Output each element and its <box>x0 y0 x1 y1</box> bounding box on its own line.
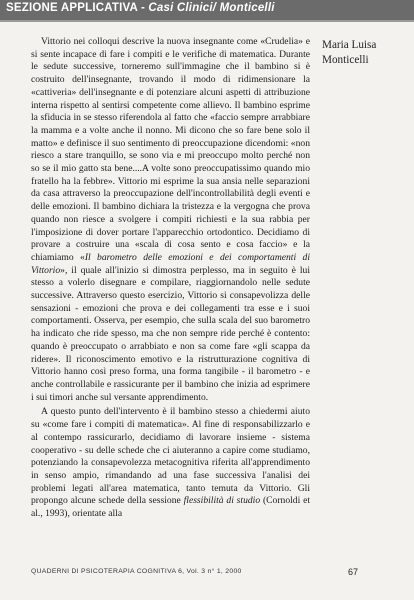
barometro-title: Il barometro delle emozioni e dei comportamenti di Vittorio <box>31 251 310 276</box>
paragraph-2 <box>31 406 310 520</box>
paragraph-2-text-end: (Cornoldi et al., 1993), orientate alla <box>31 495 310 520</box>
author-last-name: Monticelli <box>322 54 369 66</box>
page-number: 67 <box>348 567 359 577</box>
author-name <box>322 38 412 68</box>
paragraph-2-text-start: A questo punto dell'intervento è il bambino stesso a chiedermi aiuto su «come fare i compiti di matematica». Al fine di responsabilizzarlo e al contempo rassicurarlo, decidiamo di lavorare insieme - sistema cooperativo - su delle schede che ci aiuteranno a capire come studiamo, potenziando la consapevolezza metacognitiva riferita all'apprendimento in senso ampio, rimandando ad una fase successiva l'analisi dei problemi legati all'area matematica, tanto temuta da Vittorio. Gli propongo alcune schede della sessione <box>31 406 310 507</box>
journal-footer: QUADERNI DI PSICOTERAPIA COGNITIVA 6, Vol. 3 n° 1, 2000 <box>31 568 242 575</box>
author-first-name: Maria Luisa <box>322 39 377 51</box>
header-rule <box>0 20 414 22</box>
section-header-bar <box>0 0 414 20</box>
paragraph-1-text-end: », il quale all'inizio si dimostra perplesso, ma in seguito è lui stesso a volerlo disegnare e compilare, riaggiornandolo nelle sedute successive. Attraverso questo esercizio, Vittorio si consapevolizza delle sensazioni - emozioni che prova e dei collegamenti tra esse e i suoi comportamenti. Osserva, per esempio, che sulla scala del suo barometro ha indicato che ride spesso, ma che non sempre ride perché è contento: quando è preoccupato o arrabbiato e non sa come fare «gli scappa da ridere». Il riconoscimento emotivo e la ristrutturazione cognitiva di Vittorio hanno così preso forma, una forma tangibile - il barometro - e anche controllabile e rassicurante per il bambino che inizia ad esprimere i sui timori anche sul versante apprendimento. <box>31 264 310 403</box>
session-title: flessibilità di studio <box>183 495 261 507</box>
section-header-label <box>6 2 275 14</box>
paragraph-1 <box>31 36 310 404</box>
subsection-name: Casi Clinici/ Monticelli <box>148 2 275 14</box>
section-name: SEZIONE APPLICATIVA - <box>6 2 149 14</box>
article-body <box>31 36 310 521</box>
paragraph-1-text-start: Vittorio nei colloqui descrive la nuova insegnante come «Crudelia» e si sente incapace di fare i compiti e le verifiche di matematica. Durante le sedute successive, torneremo sull'immagine che il bambino si è costruito dell'insegnante, trovando il modo di ridimensionare la «cattiveria» dell'insegnante e di potenziare alcuni aspetti di attribuzione interna rispetto al sentirsi competente come allievo. Il bambino esprime la sfiducia in se stesso riferendola al fatto che «faccio sempre arrabbiare la mamma e a volte anche il nonno. Mi dicono che so fare bene solo il matto» e definisce il suo sentimento di preoccupazione dicendomi: «non riesco a stare tranquillo, se sono via e mi preoccupo molto perché non so se il mio gatto sta bene....A volte sono preoccupatissimo quando mio fratello ha la febbre». Vittorio mi esprime la sua ansia nelle separazioni da casa attraverso la preoccupazione dell'incontrollabilità degli eventi e delle emozioni. Il bambino dichiara la tristezza e la vergogna che prova quando non riesce a svolgere i compiti richiesti e la sua rabbia per l'imposizione di dover portare l'apparecchio ortodontico. Decidiamo di provare a costruire una «scala di cosa sento e cosa faccio» e la chiamiamo « <box>31 36 310 263</box>
